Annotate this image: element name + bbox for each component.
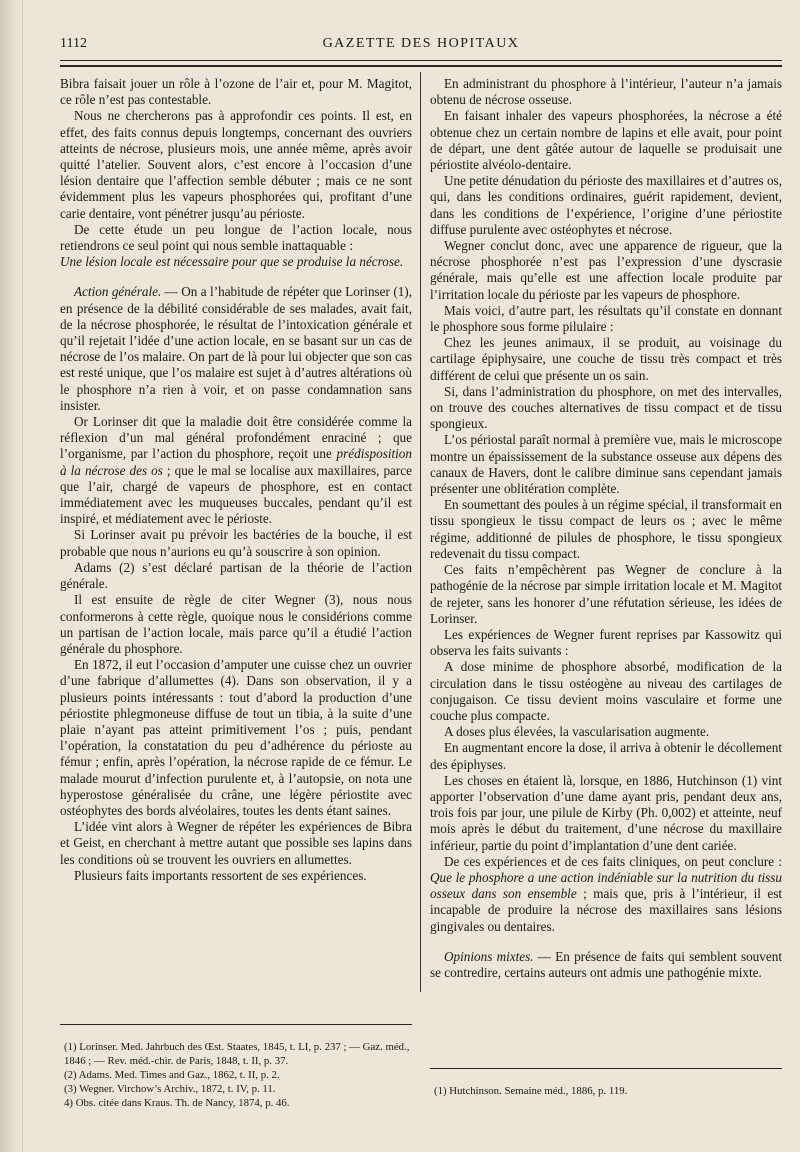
paragraph: En soumettant des poules à un régime spécial, il transformait en tissu spongieux le tissu compact de leurs os ; avec le même régime, additionné de pilules de phosphore, le tissu spongieux redevenait du tissu compact. [430,497,782,561]
footnote-rule-left [60,1024,412,1025]
paragraph: L’os périostal paraît normal à première vue, mais le microscope montre un épaississement de la substance osseuse aux dépens des canaux de Havers, dont le calibre diminue sans cependant jamais présenter une oblitération complète. [430,432,782,497]
footnote: 4) Obs. citée dans Kraus. Th. de Nancy, 1874, p. 46. [64,1097,290,1109]
paragraph: Il est ensuite de règle de citer Wegner (3), nous nous conformerons à cette règle, quoique nous le considérions comme un partisan de l’action locale, mais parce qu’il a étudié l’action générale du phosphore. [60,592,412,656]
header-rule [60,60,782,61]
section-heading: Action générale. [74,284,162,300]
italic-conclusion: Une lésion locale est nécessaire pour que se produise la nécrose. [60,254,404,270]
italic-phrase: prédisposition à la nécrose des os [60,446,412,478]
paragraph: Ces faits n’empêchèrent pas Wegner de conclure à la pathogénie de la nécrose par simple irritation locale et M. Magitot de rejeter, sans les honorer d’une réfutation sérieuse, les idées de Lorinser. [430,562,782,626]
journal-title: GAZETTE DES HOPITAUX [322,36,520,51]
footnotes-right [430,1084,782,1098]
left-column [60,76,412,884]
section-text: — On a l’habitude de répéter que Lorinser (1), en présence de la débilité considérable de ses malades, avait fait, de la nécrose phosphorée, le résultat de l’intoxication générale et qu’il rejetait l’idée d’une action locale, en se basant sur un cas de nécrose de l’os malaire. On part de là pour lui objecter que son cas est resté unique, que l’os malaire est sujet à d’autres altérations où le phosphore n’a rien à voir, et on passe condamnation sans insister. [60,284,412,413]
paragraph: Les expériences de Wegner furent reprises par Kassowitz qui observa les faits suivants : [430,626,782,659]
page-binding-edge [0,0,23,1152]
paragraph: L’idée vint alors à Wegner de répéter les expériences de Bibra et Geist, en cherchant à mettre autant que possible ses lapins dans les conditions où se trouvent les ouvriers en allumettes. [60,819,412,867]
paragraph: En 1872, il eut l’occasion d’amputer une cuisse chez un ouvrier d’une fabrique d’allumettes (4). Dans son observation, il y a plusieurs points intéressants : tout d’abord la production d’une périostite phlegmoneuse diffuse de tout un tibia, à la suite d’une plaie n’ayant pas atteint primitivement l’os ; puis, pendant l’opération, la constatation du peu d’adhérence du périoste au fémur ; enfin, après l’opération, la nécrose rapide de ce fémur. Le malade mourut d’infection purulente et, à l’autopsie, on nota une hyperostose généralisée du crâne, une légère périostite avec ostéophytes des bords alvéolaires, toutes les dents étant saines. [60,657,412,818]
paragraph: Adams (2) s’est déclaré partisan de la théorie de l’action générale. [60,559,412,592]
section-opinions-mixtes [430,949,782,981]
paragraph-text: ; mais que, pris à l’intérieur, il est incapable de produire la nécrose des maxillaires sans lésions gingivales ou dentaires. [430,886,782,934]
paragraph: Si Lorinser avait pu prévoir les bactéries de la bouche, il est probable que nous n’aurions eu qu’à souscrire à son opinion. [60,527,412,559]
paragraph: A doses plus élevées, la vascularisation augmente. [444,724,710,740]
footnote: (2) Adams. Med. Times and Gaz., 1862, t. II, p. 2. [64,1069,280,1081]
page-number: 1112 [60,36,87,51]
paragraph: En faisant inhaler des vapeurs phosphorées, la nécrose a été obtenue chez un certain nombre de lapins et elle avait, pour point de départ, une dent gâtée autour de laquelle se produisait une périostite alvéolo-dentaire. [430,108,782,173]
section-text: — En présence de faits qui semblent souvent se contredire, certains auteurs ont admis une pathogénie mixte. [430,948,782,980]
right-column [430,76,782,981]
paragraph-text: Or Lorinser dit que la maladie doit être considérée comme la réflexion d’un mal général profondément enraciné ; que l’organisme, par l’action du phosphore, reçoit une [60,414,412,462]
paragraph: Une petite dénudation du périoste des maxillaires et d’autres os, qui, dans les conditions ordinaires, guérit rapidement, devient, dans les conditions de l’expérience, l’origine d’une périostite diffuse purulente avec ostéophytes et nécrose. [430,173,782,237]
page-header [60,34,782,56]
paragraph-text: ; que le mal se localise aux maxillaires, parce que l’air, chargé de vapeurs de phosphore, est en contact immédiatement avec les muqueuses buccales, pendant qu’il est inspiré, et médiatement avec le périoste. [60,462,412,527]
paragraph: Plusieurs faits importants ressortent de ses expériences. [74,867,367,883]
column-divider [420,72,421,992]
paragraph: A dose minime de phosphore absorbé, modification de la circulation dans le tissu ostéogène au niveau des cartilages de conjugaison. Ce tissu devient moins vasculaire et forme une couche plus compacte. [430,659,782,723]
paragraph: Wegner conclut donc, avec une apparence de rigueur, que la nécrose phosphorée n’est pas l’expression d’une dyscrasie générale, mais qu’elle est une affection locale produite par l’irritation locale du périoste par les vapeurs de phosphore. [430,238,782,302]
paragraph: Nous ne chercherons pas à approfondir ces points. Il est, en effet, des faits connus depuis longtemps, concernant des ouvriers atteints de nécrose, plusieurs mois, une année même, après avoir quitté l’atelier. Souvent alors, c’est encore à l’occasion d’une lésion dentaire que l’affection semble débuter ; mais ce ne sont évidemment plus les vapeurs phosphorées qui, profitant d’une carie dentaire, vont pénétrer jusqu’au périoste. [60,108,412,221]
paragraph: Mais voici, d’autre part, les résultats qu’il constate en donnant le phosphore sous forme pilulaire : [430,302,782,335]
section-heading: Opinions mixtes. [444,948,534,964]
italic-phrase: Que le phosphore a une action indéniable sur la nutrition du tissu osseux dans son ensemble [430,869,782,902]
section-action-generale [60,284,412,414]
footnote-rule-right [430,1068,782,1069]
paragraph-text: De ces expériences et de ces faits cliniques, on peut conclure : [444,853,782,869]
footnote: (3) Wegner. Virchow’s Archiv., 1872, t. IV, p. 11. [64,1083,276,1095]
header-rule-thick [60,65,782,67]
paragraph: En augmentant encore la dose, il arriva à obtenir le décollement des épiphyses. [430,740,782,772]
footnote: (1) Hutchinson. Semaine méd., 1886, p. 119. [434,1085,628,1097]
paragraph-conclusion [430,854,782,935]
paragraph: De cette étude un peu longue de l’action locale, nous retiendrons ce seul point qui nous semble inattaquable : [60,221,412,254]
paragraph: Bibra faisait jouer un rôle à l’ozone de l’air et, pour M. Magitot, ce rôle n’est pas contestable. [60,76,412,108]
paragraph: Si, dans l’administration du phosphore, on met des intervalles, on trouve des couches alternatives de tissu compact et de tissu spongieux. [430,383,782,432]
paragraph-lorinser [60,414,412,527]
paragraph: En administrant du phosphore à l’intérieur, l’auteur n’a jamais obtenu de nécrose osseuse. [430,76,782,108]
paragraph: Les choses en étaient là, lorsque, en 1886, Hutchinson (1) vint apporter l’observation d’une dame ayant pris, pendant deux ans, trois fois par jour, une pilule de Kirby (Ph. 0,002) et atteinte, neuf mois après le début du traitement, d’une nécrose du maxillaire inférieur, partie du point d’implantation d’une dent cariée. [430,772,782,853]
paragraph: Chez les jeunes animaux, il se produit, au voisinage du cartilage épiphysaire, une couche de tissu très compact et très différent de celui que présente un os sain. [430,335,782,383]
footnote: (1) Lorinser. Med. Jahrbuch des Œst. Staates, 1845, t. LI, p. 237 ; — Gaz. méd., 1846 ; — Rev. méd.-chir. de Paris, 1848, t. II, p. 37. [64,1041,410,1067]
journal-page [60,0,782,1152]
footnotes-left [60,1040,412,1110]
